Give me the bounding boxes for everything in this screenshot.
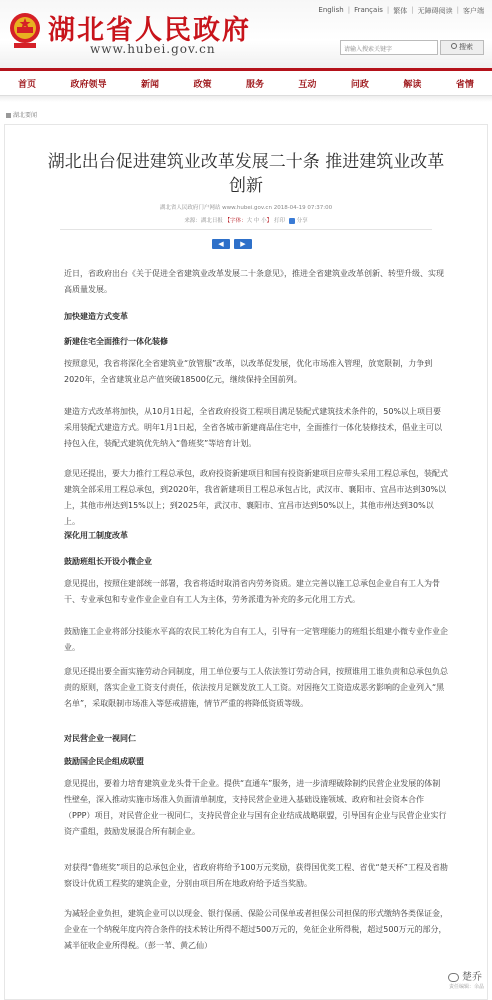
toplink-french[interactable]: Français xyxy=(354,6,383,14)
font-size-options[interactable]: 大 中 小 xyxy=(246,218,267,224)
paragraph: 为减轻企业负担，建筑企业可以以现金、银行保函、保险公司保单或者担保公司担保的形式缴纳各类保证金，企业在一个纳税年度内符合条件的技术转让所得不超过500万元的，免征企业所得税，超过500万元的部分，减半征收企业所得税。（彭一苇、黄乙仙） xyxy=(64,909,448,950)
section-heading: 深化用工制度改革 xyxy=(64,531,128,540)
national-emblem-icon xyxy=(8,10,42,50)
watermark xyxy=(448,968,482,983)
next-button[interactable]: ▶ xyxy=(234,239,252,249)
separator: | xyxy=(347,6,351,14)
paragraph: 建造方式改革将加快，从10月1日起，全省政府投资工程项目满足装配式建筑技术条件的，50%以上项目要采用装配式建造方式。明年1月1日起，全省各城市新建商品住宅中，全面推行一体化装修技术，倡业主可以持包入住，装配式建筑优先纳入“鲁班奖”等培育计划。 xyxy=(64,407,443,448)
search-icon xyxy=(451,43,457,49)
toplink-client[interactable]: 客户端 xyxy=(463,7,484,15)
search-input[interactable]: 请输入搜索关键字 xyxy=(340,40,438,55)
nav-service[interactable]: 服务 xyxy=(245,79,264,90)
site-url: www.hubei.gov.cn xyxy=(90,42,216,56)
site-title: 湖北省人民政府 xyxy=(48,15,251,46)
section-heading: 对民营企业一视同仁 xyxy=(64,734,136,743)
toplink-accessibility[interactable]: 无障碍阅读 xyxy=(417,7,453,15)
font-size-label: 【字体： xyxy=(224,218,247,224)
section-heading: 加快建造方式变革 xyxy=(64,312,128,321)
editor-credit: 责任编辑：余晶 xyxy=(448,984,484,990)
separator: | xyxy=(386,6,390,14)
home-icon xyxy=(6,113,11,118)
nav-province-info[interactable]: 省情 xyxy=(455,79,474,90)
toplink-english[interactable]: English xyxy=(318,6,344,14)
prev-button[interactable]: ◀ xyxy=(212,239,230,249)
paragraph: 意见提出，要着力培育建筑业龙头骨干企业。提供“直通车”服务，进一步清理破除制约民营企业发展的体制性壁垒，深入推动实施市场准入负面清单制度，支持民营企业进入基础设施领域、政府和社会资本合作（PPP）项目，对民营企业一视同仁，支持民营企业与国有企业结成战略联盟，引导国有企业与民营企业实行资产重组，鼓励发展混合所有制企业。 xyxy=(64,779,447,836)
article-source-line: 湖北省人民政府门户网站 www.hubei.gov.cn 2018-04-19 07:37:00 xyxy=(159,205,333,211)
article-pager xyxy=(212,239,252,249)
separator: | xyxy=(456,6,459,14)
main-nav xyxy=(0,68,492,96)
nav-policy[interactable]: 政策 xyxy=(193,79,212,90)
article-meta xyxy=(0,216,492,224)
paragraph: 意见还提出要全面实施劳动合同制度，用工单位要与工人依法签订劳动合同，按照谁用工谁负责和总承包负总责的原则，落实企业工资支付责任，依法按月足额发放工人工资。对因拖欠工资造成恶劣影响的企业列入“黑名单”，采取限制市场准入等惩戒措施，情节严重的将降低资质等级。 xyxy=(64,667,448,708)
article-title: 湖北出台促进建筑业改革发展二十条 推进建筑业改革创新 xyxy=(47,152,445,196)
share-icon[interactable] xyxy=(289,218,295,224)
paragraph: 鼓励施工企业将部分技能水平高的农民工转化为自有工人，引导有一定管理能力的班组长组建小微专业作业企业。 xyxy=(64,627,448,652)
paragraph: 对获得“鲁班奖”项目的总承包企业，省政府将给予100万元奖励，获得国优奖工程、省优“楚天杯”工程及省勘察设计优质工程奖的建筑企业，分别由项目所在地政府给予适当奖励。 xyxy=(64,863,448,888)
nav-interpretation[interactable]: 解读 xyxy=(403,79,422,90)
search-button-label: 搜索 xyxy=(459,43,473,51)
divider xyxy=(60,229,432,230)
paragraph: 按照意见，我省将深化全省建筑业“放管服”改革，以改革促发展，优化市场准入管理，放宽限制，力争到2020年，全省建筑业总产值突破18500亿元，继续保持全国前列。 xyxy=(64,359,433,384)
nav-home[interactable]: 首页 xyxy=(18,79,37,90)
font-size-close: 】 xyxy=(266,218,273,224)
print-link[interactable]: 打印 xyxy=(273,218,285,224)
nav-news[interactable]: 新闻 xyxy=(140,79,159,90)
sub-heading: 鼓励国企民企组成联盟 xyxy=(64,757,144,766)
paragraph: 意见提出，按照住建部统一部署，我省将适时取消省内劳务资质。建立完善以施工总承包企业自有工人为骨干、专业承包和专业作业企业自有工人为主体，劳务派遣为补充的多元化用工方式。 xyxy=(64,579,440,604)
site-header xyxy=(0,0,492,68)
paragraph: 意见还提出，要大力推行工程总承包，政府投资新建项目和国有投资新建项目应带头采用工程总承包，装配式建筑全部采用工程总承包，到2020年，我省新建项目工程总承包占比，武汉市、襄阳市、宜昌市达到30%以上，其他市州达到15%以上；到2025年，武汉市、襄阳市、宜昌市达到50%以上，其他市州达到30%以上。 xyxy=(64,469,448,526)
article-source: 来源：湖北日报 xyxy=(184,218,223,224)
watermark-label: 楚乔 xyxy=(462,972,482,983)
breadcrumb-link[interactable]: 湖北要闻 xyxy=(13,112,38,119)
nav-leaders[interactable]: 政府领导 xyxy=(70,79,107,90)
top-links xyxy=(318,6,484,16)
nav-shadow xyxy=(0,96,492,102)
nav-inquiry[interactable]: 问政 xyxy=(350,79,369,90)
wechat-icon xyxy=(448,973,459,982)
share-link[interactable]: 分享 xyxy=(296,218,308,224)
toplink-traditional[interactable]: 繁体 xyxy=(393,7,408,15)
search-button[interactable] xyxy=(440,40,484,55)
sub-heading: 鼓励班组长开设小微企业 xyxy=(64,557,152,566)
nav-interaction[interactable]: 互动 xyxy=(298,79,317,90)
breadcrumb xyxy=(6,110,37,119)
separator: | xyxy=(411,6,414,14)
paragraph-intro: 近日，省政府出台《关于促进全省建筑业改革发展二十条意见》，推进全省建筑业改革创新、转型升级、实现高质量发展。 xyxy=(64,269,444,294)
sub-heading: 新建住宅全面推行一体化装修 xyxy=(64,337,168,346)
